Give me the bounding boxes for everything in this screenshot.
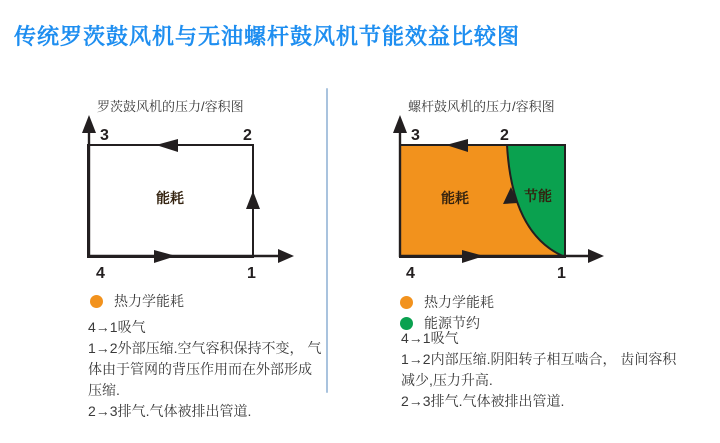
- volume-axis-arrowhead-icon: [588, 249, 604, 263]
- corner-1: 1: [247, 265, 256, 282]
- corner-2: 2: [243, 127, 252, 144]
- corner-4: 4: [406, 265, 415, 282]
- screw-process-steps: [401, 328, 685, 412]
- pressure-axis-arrowhead-icon: [82, 115, 96, 133]
- screw-pv-diagram: [365, 110, 615, 285]
- screw-legend-saving-label: 能源节约: [424, 315, 480, 331]
- roots-step-1: 4→1吸气: [88, 319, 146, 335]
- screw-saving-label: 节能: [524, 188, 552, 204]
- screw-step-1: 4→1吸气: [401, 330, 459, 346]
- pressure-axis-arrowhead-icon: [393, 115, 407, 133]
- screw-step-2: 1→2内部压缩.阴阳转子相互啮合， 齿间容积减少,压力升高.: [401, 351, 677, 388]
- roots-process-steps: [88, 317, 325, 422]
- corner-4: 4: [96, 265, 105, 282]
- thermodynamic-energy-dot-icon: [90, 295, 103, 308]
- cycle-arrow-right-icon: [154, 250, 176, 263]
- corner-2: 2: [500, 127, 509, 144]
- roots-legend-label: 热力学能耗: [114, 293, 184, 309]
- corner-3: 3: [411, 127, 420, 144]
- thermodynamic-energy-dot-icon: [400, 296, 413, 309]
- screw-step-3: 2→3排气.气体被排出管道.: [401, 393, 565, 409]
- volume-axis-arrowhead-icon: [278, 249, 294, 263]
- corner-1: 1: [557, 265, 566, 282]
- screw-legend-energy-label: 热力学能耗: [424, 294, 494, 310]
- roots-area-label: 能耗: [156, 190, 184, 206]
- roots-pv-diagram: [55, 110, 305, 285]
- roots-step-3: 2→3排气.气体被排出管道.: [88, 403, 252, 419]
- roots-legend-row: [90, 291, 184, 311]
- cycle-arrow-left-icon: [156, 139, 178, 152]
- screw-legend-row-energy: [400, 292, 494, 312]
- roots-diagram-subtitle: 罗茨鼓风机的压力/容积图: [97, 99, 244, 114]
- corner-3: 3: [100, 127, 109, 144]
- panel-divider: [326, 88, 328, 393]
- roots-step-2: 1→2外部压缩.空气容积保持不变， 气体由于管网的背压作用而在外部形成压缩.: [88, 340, 322, 398]
- screw-energy-label: 能耗: [441, 190, 469, 206]
- cycle-arrow-up-icon: [246, 191, 260, 209]
- screw-diagram-subtitle: 螺杆鼓风机的压力/容积图: [408, 99, 555, 114]
- page-title: 传统罗茨鼓风机与无油螺杆鼓风机节能效益比较图: [14, 24, 521, 49]
